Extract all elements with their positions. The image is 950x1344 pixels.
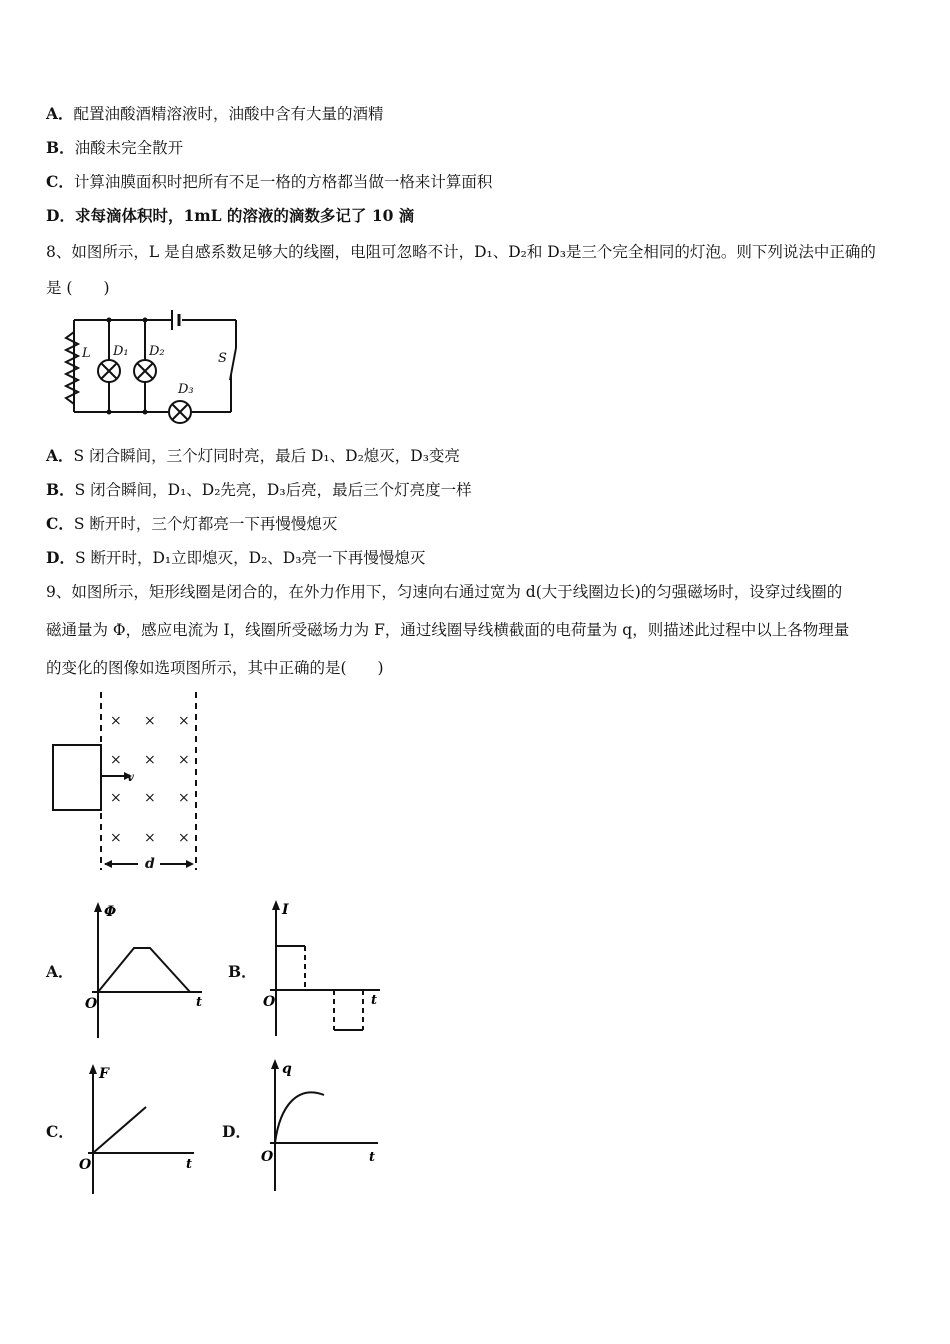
force-line xyxy=(93,1107,146,1153)
q8-stem-line2: 是 ( ) xyxy=(46,279,110,297)
option-text: 油酸未完全散开 xyxy=(74,139,184,157)
graph-b-letter: B． xyxy=(228,962,257,981)
graph-d-ylabel: q xyxy=(282,1061,292,1077)
graph-d-xlabel: t xyxy=(369,1150,376,1165)
graph-b-xlabel: t xyxy=(371,993,378,1008)
circuit-diagram xyxy=(58,308,248,428)
q8-stem-line1: 8、如图所示，L 是自感系数足够大的线圈，电阻可忽略不计，D₁、D₂和 D₃是三个完全相同的灯泡。则下列说法中正确的 xyxy=(46,243,876,261)
inductor-coil xyxy=(66,332,78,404)
field-cross: × xyxy=(144,790,156,806)
graph-a-origin: O xyxy=(85,996,98,1012)
graph-c xyxy=(76,1060,201,1200)
field-cross: × xyxy=(178,790,190,806)
graph-d xyxy=(258,1055,383,1195)
graph-a-ylabel: Φ xyxy=(104,904,117,920)
option-letter: B． xyxy=(46,138,75,157)
label-D2: D₂ xyxy=(149,344,165,359)
option-text: 计算油膜面积时把所有不足一格的方格都当做一格来计算面积 xyxy=(73,173,493,191)
option-text: S 断开时，三个灯都亮一下再慢慢熄灭 xyxy=(73,515,338,533)
q7-option-a xyxy=(46,102,384,124)
q9-stem-line2: 磁通量为 Φ，感应电流为 I，线圈所受磁场力为 F，通过线圈导线横截面的电荷量为 q，则描述此过程中以上各物理量 xyxy=(46,621,850,639)
label-d: d xyxy=(145,856,155,872)
lamp-d1-icon xyxy=(98,360,120,382)
q7-option-c xyxy=(46,170,492,192)
magnetic-field-diagram xyxy=(48,690,208,875)
graph-a-letter: A． xyxy=(46,962,74,981)
option-letter: B． xyxy=(46,480,75,499)
q8-option-b xyxy=(46,478,472,500)
lamp-d3-icon xyxy=(169,401,191,423)
q8-option-c xyxy=(46,512,337,534)
option-letter: A． xyxy=(46,446,74,465)
field-cross: × xyxy=(178,752,190,768)
option-text: S 断开时，D₁立即熄灭，D₂、D₃亮一下再慢慢熄灭 xyxy=(74,549,426,567)
option-letter: C． xyxy=(46,514,74,533)
option-letter: A． xyxy=(46,104,74,123)
q7-option-d xyxy=(46,204,414,226)
graph-b xyxy=(260,898,385,1040)
label-v: v xyxy=(127,770,134,784)
field-cross: × xyxy=(110,830,122,846)
q7-option-b xyxy=(46,136,183,158)
option-text: S 闭合瞬间，D₁、D₂先亮，D₃后亮，最后三个灯亮度一样 xyxy=(74,481,472,499)
graph-c-xlabel: t xyxy=(186,1157,193,1172)
label-D3: D₃ xyxy=(178,382,194,397)
option-letter: D． xyxy=(46,548,75,567)
graph-d-origin: O xyxy=(261,1149,274,1165)
field-cross: × xyxy=(178,713,190,729)
graph-c-letter: C． xyxy=(46,1122,74,1141)
lamp-d2-icon xyxy=(134,360,156,382)
label-S: S xyxy=(218,351,227,366)
graph-b-origin: O xyxy=(263,994,276,1010)
q9-stem-line3: 的变化的图像如选项图所示，其中正确的是( ) xyxy=(46,659,384,677)
label-D1: D₁ xyxy=(113,344,129,359)
field-cross: × xyxy=(144,713,156,729)
field-cross: × xyxy=(144,752,156,768)
label-L: L xyxy=(82,346,91,361)
graph-c-ylabel: F xyxy=(99,1066,109,1082)
graph-d-letter: D． xyxy=(222,1122,251,1141)
field-cross: × xyxy=(110,790,122,806)
graph-c-origin: O xyxy=(79,1157,92,1173)
q8-option-d xyxy=(46,546,425,568)
coil-rectangle xyxy=(53,745,101,810)
field-cross: × xyxy=(144,830,156,846)
option-text: S 闭合瞬间，三个灯同时亮，最后 D₁、D₂熄灭，D₃变亮 xyxy=(73,447,460,465)
option-letter: C． xyxy=(46,172,74,191)
graph-a xyxy=(82,900,207,1040)
q8-option-a xyxy=(46,444,460,466)
graph-b-ylabel: I xyxy=(282,902,289,918)
option-letter: D． xyxy=(46,206,75,225)
field-cross: × xyxy=(178,830,190,846)
field-cross: × xyxy=(110,752,122,768)
option-text: 求每滴体积时，1mL 的溶液的滴数多记了 10 滴 xyxy=(74,206,415,225)
charge-curve xyxy=(275,1092,324,1143)
graph-a-xlabel: t xyxy=(196,995,203,1010)
phi-curve xyxy=(98,948,190,992)
q9-stem-line1: 9、如图所示，矩形线圈是闭合的，在外力作用下，匀速向右通过宽为 d(大于线圈边长)的匀强磁场时，设穿过线圈的 xyxy=(46,583,843,601)
field-cross: × xyxy=(110,713,122,729)
option-text: 配置油酸酒精溶液时，油酸中含有大量的酒精 xyxy=(73,105,384,123)
